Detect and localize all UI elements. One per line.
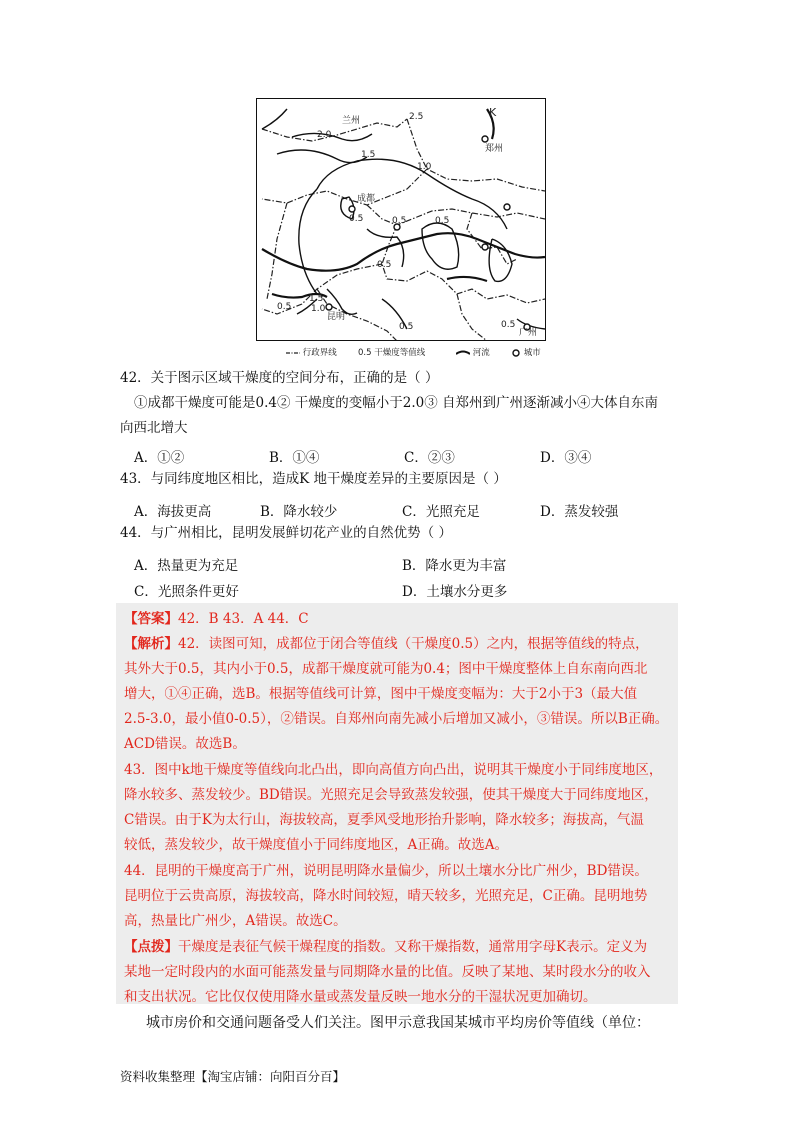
analysis-line-6: 43．图中k地干燥度等值线向北凸出，即向高值方向凸出，说明其干燥度小于同纬度地区， — [124, 762, 663, 778]
q43-option-d[interactable]: D．蒸发较强 — [540, 504, 619, 520]
q44-option-b[interactable]: B．降水更为丰富 — [402, 558, 507, 574]
analysis-tag: 【解析】 — [124, 636, 178, 652]
isoline-1-0: 1.0 — [417, 162, 432, 172]
isoline-0-5-west: 0.5 — [277, 302, 292, 312]
legend-boundary: 行政界线 — [302, 348, 337, 358]
dryness-map-figure — [256, 98, 546, 360]
isoline-0-5-east: 0.5 — [392, 216, 407, 226]
analysis-line-5: ACD错误。故选B。 — [124, 736, 246, 752]
q43-option-a[interactable]: A．海拔更高 — [134, 504, 212, 520]
tip-tag: 【点拨】 — [124, 939, 178, 955]
dryness-map — [256, 98, 546, 341]
analysis-line-10: 44．昆明的干燥度高于广州，说明昆明降水量偏少，所以土壤水分比广州少，BD错误。 — [124, 863, 648, 879]
source-note: 资料收集整理【淘宝店铺：向阳百分百】 — [120, 1069, 346, 1084]
isoline-0-5-chengdu: 0.5 — [349, 214, 364, 224]
q44-option-d[interactable]: D．土壤水分更多 — [402, 584, 508, 600]
isoline-0-5-bottom: 0.5 — [399, 322, 414, 332]
q42-stem: 42．关于图示区域干燥度的空间分布，正确的是（ ） — [120, 370, 439, 386]
isoline-1-5: 1.5 — [361, 150, 376, 160]
q44-stem: 44．与广州相比，昆明发展鲜切花产业的自然优势（ ） — [120, 525, 452, 541]
answer-tag: 【答案】 — [124, 611, 178, 627]
q43-option-b[interactable]: B．降水较少 — [260, 504, 338, 520]
tip-line-2: 某地一定时段内的水面可能蒸发量与同期降水量的比值。反映了某地、某时段水分的收入 — [124, 964, 651, 980]
label-guangzhou: 广州 — [519, 328, 538, 338]
analysis-line-9: 较低，蒸发较少，故干燥度值小于同纬度地区，A正确。故选A。 — [124, 837, 508, 853]
q44-option-c[interactable]: C．光照条件更好 — [134, 584, 239, 600]
q43-option-c[interactable]: C．光照充足 — [402, 504, 480, 520]
map-legend — [286, 346, 556, 358]
analysis-line-2: 其外大于0.5，其内小于0.5，成都干燥度就可能为0.4；图中干燥度整体上自东南向西北 — [124, 661, 648, 677]
legend-river: 河流 — [456, 346, 490, 358]
label-kunming: 昆明 — [327, 312, 346, 322]
answer-line — [124, 607, 309, 627]
analysis-line-1: 【解析】42．读图可知，成都位于闭合等值线（干燥度0.5）之内，根据等值线的特点， — [124, 636, 649, 652]
q42-option-b[interactable]: B．①④ — [269, 450, 320, 466]
analysis-line-7: 降水较多、蒸发较少。BD错误。光照充足会导致蒸发较强，使其干燥度大于同纬度地区， — [124, 787, 658, 803]
isoline-2-0: 2.0 — [317, 130, 332, 140]
q42-statements-line1: ①成都干燥度可能是0.4② 干燥度的变幅小于2.0③ 自郑州到广州逐渐减小④大体自东南 — [134, 395, 659, 411]
analysis-line-4: 2.5-3.0，最小值0-0.5），②错误。自郑州向南先减小后增加又减小，③错误。所以B正确。 — [124, 711, 669, 727]
q44-option-a[interactable]: A．热量更为充足 — [134, 558, 239, 574]
analysis-line-8: C错误。由于K为太行山，海拔较高，夏季风受地形抬升影响，降水较多；海拔高，气温 — [124, 812, 644, 828]
analysis-line-12: 高，热量比广州少，A错误。故选C。 — [124, 913, 347, 929]
q42-option-c[interactable]: C．②③ — [404, 450, 455, 466]
isoline-0-5-south: 0.5 — [377, 260, 392, 270]
isoline-1-0-kunming: 1.0 — [311, 304, 326, 314]
tip-line-1: 【点拨】干燥度是表征气候干燥程度的指数。又称干燥指数，通常用字母K表示。定义为 — [124, 939, 648, 955]
isoline-0-5-guangzhou: 0.5 — [501, 320, 516, 330]
analysis-line-3: 增大，①④正确，选B。根据等值线可计算，图中干燥度变幅为：大于2小于3（最大值 — [124, 686, 638, 702]
q42-option-a[interactable]: A．①② — [134, 450, 185, 466]
label-lanzhou: 兰州 — [342, 116, 361, 126]
label-chengdu: 成都 — [357, 194, 376, 204]
isoline-2-5: 2.5 — [409, 112, 424, 122]
analysis-line-11: 昆明位于云贵高原，海拔较高，降水时间较短，晴天较多，光照充足，C正确。昆明地势 — [124, 888, 648, 904]
q43-stem: 43．与同纬度地区相比，造成K 地干燥度差异的主要原因是（ ） — [120, 471, 507, 487]
next-question-intro: 城市房价和交通问题备受人们关注。图甲示意我国某城市平均房价等值线（单位： — [146, 1015, 650, 1031]
q42-option-d[interactable]: D．③④ — [540, 450, 592, 466]
tip-line-3: 和支出状况。它比仅仅使用降水量或蒸发量反映一地水分的干湿状况更加确切。 — [124, 989, 597, 1005]
isoline-1-5-kunming: 1.5 — [309, 294, 324, 304]
legend-isoline: 0.5 干燥度等值线 — [358, 348, 426, 358]
answer-text: 42．B 43．A 44．C — [178, 611, 309, 627]
legend-city: 城市 — [511, 346, 541, 358]
q42-statements-line2: 向西北增大 — [120, 420, 188, 436]
label-k: K — [489, 106, 497, 119]
label-zhengzhou: 郑州 — [485, 144, 504, 154]
isoline-0-5-central: 0.5 — [435, 216, 450, 226]
